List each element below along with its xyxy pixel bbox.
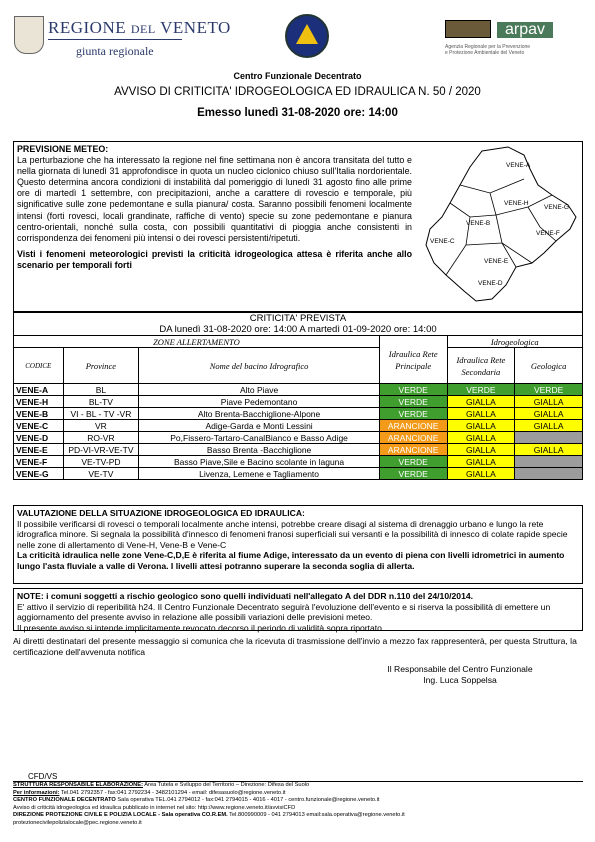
zone-provinces: VI - BL - TV -VR — [63, 408, 139, 420]
zone-code: VENE-B — [14, 408, 64, 420]
signature — [340, 664, 580, 686]
note-revoca: Il presente avviso si intende implicitamente revocato decorso il periodo di validità sopra riportato. — [17, 622, 385, 633]
doc-issued-date: Emesso lunedì 31-08-2020 ore: 14:00 — [197, 107, 398, 119]
level-idraulica: VERDE — [379, 456, 447, 468]
footer-struttura-text: Area Tutela e Sviluppo del Territorio – Direzione: Difesa del Suolo — [142, 782, 310, 788]
map-label-vene-c: VENE-C — [430, 238, 455, 245]
zone-provinces: VE-TV — [63, 468, 139, 480]
zone-basin: Livenza, Lemene e Tagliamento — [139, 468, 380, 480]
map-label-vene-h: VENE-H — [504, 200, 529, 207]
level-geologica: GIALLA — [515, 408, 583, 420]
zone-code: VENE-A — [14, 384, 64, 396]
zone-basin: Basso Piave,Sile e Bacino scolante in laguna — [139, 456, 380, 468]
valutazione-box — [13, 505, 583, 584]
level-idraulica: VERDE — [379, 396, 447, 408]
map-outline — [426, 147, 576, 301]
zone-provinces: PD-VI-VR-VE-TV — [63, 444, 139, 456]
footer-pc-text: Tel.800990009 - 041 2794013 email:sala.operativa@regione.veneto.it — [227, 812, 405, 818]
level-idraulica-secondaria: GIALLA — [447, 432, 515, 444]
signature-name: Ing. Luca Soppelsa — [423, 675, 497, 685]
table-row — [14, 432, 583, 444]
zone-basin: Po,Fissero-Tartaro-CanalBianco e Basso Adige — [139, 432, 380, 444]
level-idraulica-secondaria: GIALLA — [447, 468, 515, 480]
zone-code: VENE-F — [14, 456, 64, 468]
level-geologica: VERDE — [515, 384, 583, 396]
zone-provinces: BL-TV — [63, 396, 139, 408]
level-geologica: GIALLA — [515, 396, 583, 408]
map-label-vene-f: VENE-F — [536, 230, 560, 237]
col-code: CODICE — [14, 348, 64, 384]
level-geologica — [515, 468, 583, 480]
zone-provinces: BL — [63, 384, 139, 396]
map-label-vene-d: VENE-D — [478, 280, 503, 287]
table-row — [14, 456, 583, 468]
level-idraulica: ARANCIONE — [379, 432, 447, 444]
map-label-vene-g: VENE-G — [544, 204, 569, 211]
protezione-civile-logo-icon — [285, 14, 329, 58]
veneto-zones-map — [420, 145, 580, 307]
zone-basin: Adige-Garda e Monti Lessini — [139, 420, 380, 432]
zone-header: ZONE ALLERTAMENTO — [14, 336, 380, 348]
level-idraulica-secondaria: GIALLA — [447, 408, 515, 420]
signature-role: Il Responsabile del Centro Funzionale — [387, 664, 533, 674]
region-name: REGIONE DEL VENETO — [48, 18, 231, 37]
col-idraulica: Idraulica Rete Principale — [379, 336, 447, 384]
arpav-logo — [445, 20, 580, 60]
zone-basin: Alto Brenta-Bacchiglione-Alpone — [139, 408, 380, 420]
footer-info-text: Tel.041 2792357 - fax:041 2792234 - 3482101294 - email: difesasuolo@regione.veneto.it — [59, 789, 286, 796]
zone-code: VENE-G — [14, 468, 64, 480]
arpav-name: arpav — [497, 22, 553, 38]
map-label-vene-b: VENE-B — [466, 220, 491, 227]
regione-crest-icon — [14, 16, 44, 54]
arpav-description: Agenzia Regionale per la Prevenzione e Protezione Ambientale del Veneto — [445, 44, 531, 56]
meteo-body: La perturbazione che ha interessato la regione nel fine settimana non è ancora transitata del tutto e nella giornata di lunedì 31 approfondisce in quota un nucleo ciclonico chiuso sull'Italia nordorientale. Questo determina ancora condizioni di instabilità dal pomeriggio di lunedì 31 agosto fino alle prime ore di martedì 1 settembre, con precipitazioni, anche a carattere di rovescio e temporale, più significative sulle zone pedemontane e sulla pianura/ costa. Saranno possibili fenomeni localmente intensi (forti rovesci, locali grandinate, raffiche di vento) specie su zone pedemontane e pianura centro-orientali, nonché sulla costa, con possibili quantitativi di pioggia anche consistenti in corrispondenza dei fenomeni più intensi o dei rovesci persistenti/ripetuti. — [17, 155, 412, 243]
level-geologica: GIALLA — [515, 444, 583, 456]
table-row — [14, 444, 583, 456]
zone-basin: Basso Brenta -Bacchiglione — [139, 444, 380, 456]
level-idraulica-secondaria: GIALLA — [447, 396, 515, 408]
doc-issuer: Centro Funzionale Decentrato — [233, 71, 362, 81]
divider — [48, 39, 182, 40]
level-geologica — [515, 456, 583, 468]
level-idraulica-secondaria: GIALLA — [447, 444, 515, 456]
level-idraulica: VERDE — [379, 384, 447, 396]
col-idraulica-sec: Idraulica Rete Secondaria — [447, 348, 515, 384]
idro-header: Idrogeologica — [447, 336, 582, 348]
map-label-vene-a: VENE-A — [506, 162, 531, 169]
footer-info-label: Per informazioni: — [13, 789, 60, 796]
col-prov: Province — [63, 348, 139, 384]
footer-contacts — [13, 781, 583, 826]
zone-basin: Alto Piave — [139, 384, 380, 396]
table-row — [14, 408, 583, 420]
cfd-reference: CFD/VS — [28, 772, 58, 781]
col-geologica: Geologica — [515, 348, 583, 384]
table-row — [14, 396, 583, 408]
level-geologica: GIALLA — [515, 420, 583, 432]
table-row — [14, 420, 583, 432]
footer-cfd-label: CENTRO FUNZIONALE DECENTRATO — [13, 797, 116, 803]
zone-code: VENE-H — [14, 396, 64, 408]
table-title: CRITICITA' PREVISTA — [14, 313, 583, 325]
level-idraulica: VERDE — [379, 408, 447, 420]
zone-code: VENE-E — [14, 444, 64, 456]
footer-pc-label: DIREZIONE PROTEZIONE CIVILE E POLIZIA LOCALE - Sala operativa CO.R.EM. — [13, 812, 228, 818]
level-geologica — [515, 432, 583, 444]
level-idraulica-secondaria: GIALLA — [447, 456, 515, 468]
table-period: DA lunedì 31-08-2020 ore: 14:00 A martedì 01-09-2020 ore: 14:00 — [14, 324, 583, 336]
level-idraulica-secondaria: VERDE — [447, 384, 515, 396]
valutazione-heading: VALUTAZIONE DELLA SITUAZIONE IDROGEOLOGICA ED IDRAULICA: — [17, 508, 305, 518]
zone-provinces: VR — [63, 420, 139, 432]
map-label-vene-e: VENE-E — [484, 258, 509, 265]
footer-struttura-label: STRUTTURA RESPONSABILE ELABORAZIONE: — [13, 782, 143, 788]
region-subtitle: giunta regionale — [76, 44, 154, 58]
zone-code: VENE-C — [14, 420, 64, 432]
level-idraulica: ARANCIONE — [379, 444, 447, 456]
doc-title: AVVISO DI CRITICITA' IDROGEOLOGICA ED IDRAULICA N. 50 / 2020 — [114, 86, 481, 98]
note-box — [13, 588, 583, 631]
criticita-rows — [14, 384, 583, 480]
zone-provinces: VE-TV-PD — [63, 456, 139, 468]
table-row — [14, 384, 583, 396]
footer-cfd-text: Sala operativa TEL.041 2794012 - fax:041 2794015 - 4016 - 4017 - centro.funzionale@regione.veneto.it — [115, 797, 380, 803]
col-bacino: Nome del bacino Idrografico — [139, 348, 380, 384]
zone-code: VENE-D — [14, 432, 64, 444]
valutazione-body: Il possibile verificarsi di rovesci o temporali localmente anche intensi, potrebbe creare disagi al sistema di drenaggio urbano e lungo la rete idrografica minore. Si segnala la possibilità d'innesco di fenomeni franosi superficiali sui versanti e la possibilità di innesco di colate rapide specie nelle zone di allertamento di Vene-H, Vene-B e Vene-C — [17, 518, 568, 550]
footer-web: Avviso di criticità idrogeologica ed idraulica pubblicato in internet nel sito: http://www.regione.veneto.it/avvisiCFD — [13, 804, 296, 811]
meteo-note: Visti i fenomeni meteorologici previsti la criticità idrogeologica attesa è riferita anche allo scenario per temporali forti — [17, 248, 412, 270]
meteo-forecast — [17, 144, 412, 271]
footer-pec: protezionecivilepolizialocale@pec.regione.veneto.it — [13, 819, 142, 826]
criticita-table — [13, 312, 583, 480]
valutazione-idraulica: La criticità idraulica nelle zone Vene-C,D,E è riferita al fiume Adige, interessato da un evento di piena con livelli idrometrici in aumento lungo l'asta fluviale a valle di Verona. I livelli attesi potranno superare la seconda soglia di allerta. — [17, 550, 565, 571]
zone-basin: Piave Pedemontano — [139, 396, 380, 408]
level-idraulica: VERDE — [379, 468, 447, 480]
note-reperibilita: E' attivo il servizio di reperibilità h24. Il Centro Funzionale Decentrato seguirà l'evoluzione dell'evento e si riserva la possibilità di emettere un aggiornamento del presente avviso in relazione alle possibili variazioni delle previsioni meteo. — [17, 601, 551, 623]
note-comuni: NOTE: i comuni soggetti a rischio geologico sono quelli individuati nell'allegato A del DDR n.110 del 24/10/2014. — [17, 591, 474, 601]
zone-provinces: RO-VR — [63, 432, 139, 444]
arpav-emblem-icon — [445, 20, 491, 38]
meteo-heading: PREVISIONE METEO: — [17, 144, 109, 154]
level-idraulica: ARANCIONE — [379, 420, 447, 432]
table-row — [14, 468, 583, 480]
destinatari-notice: Ai diretti destinatari del presente messaggio si comunica che la ricevuta di trasmissione dell'invio a mezzo fax rappresenterà, per questa Struttura, la certificazione dell'avvenuta notifica — [13, 636, 577, 657]
level-idraulica-secondaria: GIALLA — [447, 420, 515, 432]
